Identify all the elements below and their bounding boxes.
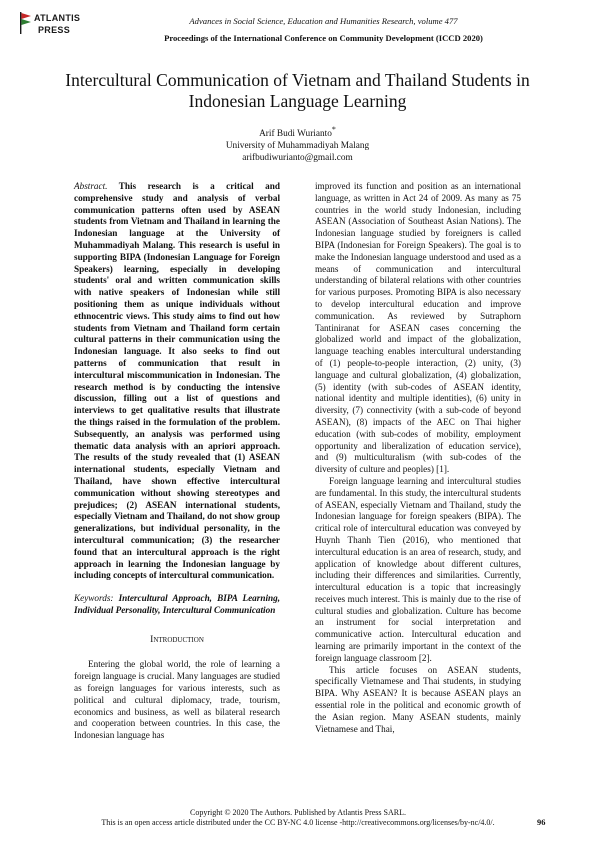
author-email[interactable]: arifbudiwurianto@gmail.com: [242, 153, 353, 164]
keywords-label: Keywords:: [74, 593, 114, 604]
right-column: [315, 181, 521, 735]
intro-paragraph-1-continued: improved its function and position as an international language, as written in Act 24 of 2009. As many as 75 countries in the world study Indonesian, including ASEAN (Association of Southeast Asian Nations). The Indonesian language studied by foreigners is called BIPA (Indonesian for Foreign Speakers). The goal is to make the Indonesian language understood and used as a means of communication and intercultural understanding of bilateral relations with other countries for various purposes. Promoting BIPA is also necessary to develop intercultural education and improve communication. As reviewed by Sutraphorn Tantiniranat for ASEAN cases concerning the globalized world and impact of the globalization, language teaching enables intercultural understanding of (1) people-to-people interaction, (2) unity, (3) language and cultural globalization, (4) globalization, (5) identity (with sub-codes of ASEAN identity, national identity and multiple identities), (6) unity in diversity, (7) connectivity (with a sub-code of beyond ASEAN), (8) impacts of the AEC on Thai higher education (with sub-codes of mobility, employment opportunity and liberalization of education service), and (9) multiculturalism (with sub-codes of the diversity of culture and peoples) [1].: [315, 181, 521, 475]
author-mark: *: [331, 125, 336, 134]
intro-paragraph-3: This article focuses on ASEAN students, specifically Vietnamese and Thai students, in studying BIPA. Why ASEAN? It is because ASEAN plays an essential role in the political and economic growth of the Asian region. Many ASEAN students, mainly Vietnamese and Thai,: [315, 664, 521, 734]
paper-title: Intercultural Communication of Vietnam and Thailand Students in Indonesian Language Learning: [65, 70, 530, 111]
license-notice[interactable]: This is an open access article distributed under the CC BY-NC 4.0 license -http://creativecommons.org/licenses/by-nc/4.0/.: [101, 818, 495, 827]
proceedings-header: Proceedings of the International Conference on Community Development (ICCD 2020): [164, 33, 483, 43]
keywords-text: Intercultural Approach, BIPA Learning, Individual Personality, Intercultural Communication: [74, 593, 281, 615]
keywords: [74, 593, 280, 617]
author-affiliation: University of Muhammadiyah Malang: [225, 141, 370, 152]
logo-text-line2: PRESS: [38, 25, 71, 35]
abstract-text: This research is a critical and comprehensive study and analysis of verbal communication patterns often used by ASEAN students from Vietnam and Thailand in learning the Indonesian language at the University of Muhammadiyah Malang. This research is useful in supporting BIPA (Indonesian Language for Foreign Speakers) learning, especially in developing students' oral and written communication skills with native speakers of Indonesian while still positioning them as unique individuals without ethnocentric views. This study aims to find out how students from Vietnam and Thailand form certain cultural patterns in their communication using the Indonesian language. It also seeks to find out patterns of communication that result in intercultural miscommunication in Indonesian. The research method is by conducting the intensive discussion, filling out a list of questions and interviews to get qualitative results that illustrate the things raised in the formulation of the problem. Subsequently, an analysis was performed using thematic data analysis with an apriori approach. The results of the study revealed that (1) ASEAN international students, especially Vietnam and Thailand, have shown effective intercultural communication without showing stereotypes and prejudices; (2) ASEAN international students, especially Vietnam and Thailand, do not show group generalizations, but individual personality, in the intercultural communication; (3) the researcher found that an intercultural approach is the right approach in learning the Indonesian language by including concepts of intercultural communication.: [74, 181, 280, 581]
page-footer: [62, 808, 534, 828]
author-name: Arif Budi Wurianto: [259, 129, 332, 140]
logo-text-line1: ATLANTIS: [34, 13, 81, 23]
abstract: [74, 181, 280, 582]
left-column: [74, 181, 280, 742]
intro-paragraph-2: Foreign language learning and intercultural studies are fundamental. In this study, the intercultural students of ASEAN, especially Vietnam and Thailand, study the Indonesian language for foreign speakers (BIPA). The critical role of intercultural education was conveyed by Huynh Thanh Tien (2016), who mentioned that intercultural education is an area of research, study, and application of knowledge about different cultures, including their differences and similarities. Currently, intercultural education is a topic that increasingly receives much interest. This is mainly due to the rise of cultural studies and globalization. Culture has become an instrument for social interpretation and communicative action. Intercultural education and learning are primarily important in the context of the foreign language classroom [2].: [315, 475, 521, 663]
author-block: [0, 124, 595, 164]
section-heading-introduction: Introduction: [150, 633, 204, 645]
abstract-label: Abstract.: [74, 181, 108, 191]
page-number: 96: [537, 818, 546, 827]
journal-header: Advances in Social Science, Education and Humanities Research, volume 477: [189, 16, 458, 26]
copyright-notice: Copyright © 2020 The Authors. Published by Atlantis Press SARL.: [190, 808, 406, 817]
intro-paragraph-1: Entering the global world, the role of learning a foreign language is crucial. Many languages are studied as foreign languages for various interests, such as political and cultural diplomacy, trade, tourism, economics and business, as well as bilateral research and cooperation between countries. In this case, the Indonesian language has: [74, 659, 280, 741]
